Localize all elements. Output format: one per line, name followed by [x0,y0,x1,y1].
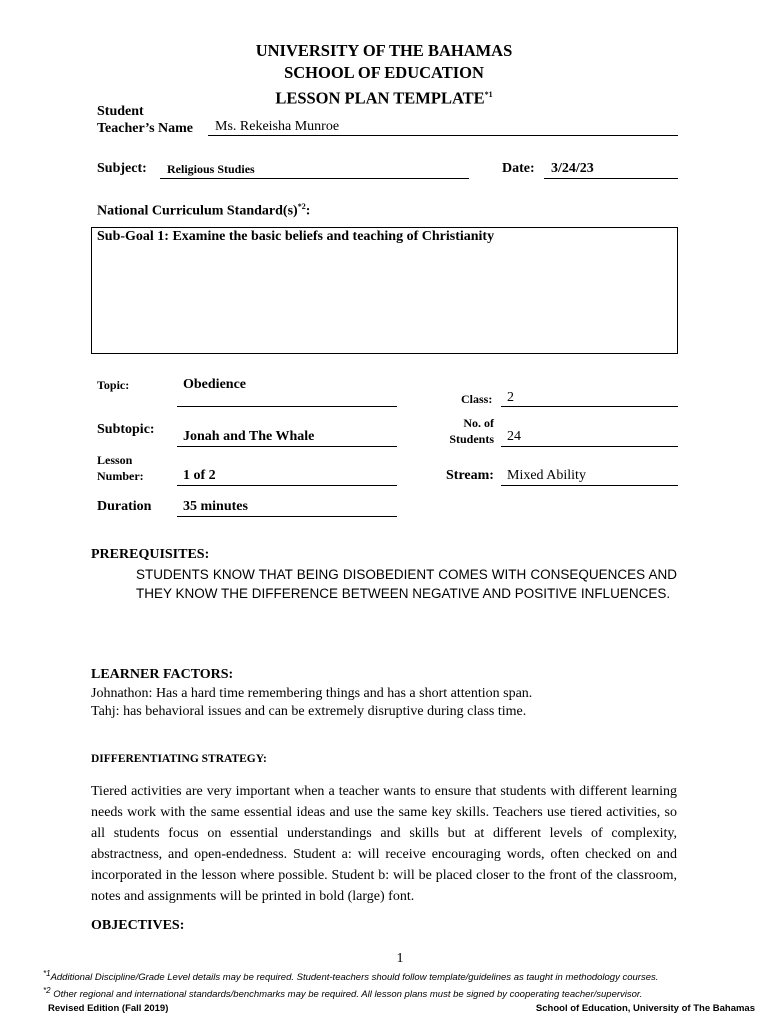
lesson-number-value[interactable]: 1 of 2 [183,468,216,483]
footnote-2 [43,986,642,1000]
prerequisites-heading: PREREQUISITES: [91,547,210,562]
class-label: Class: [461,392,493,406]
learner-factor-2: Tahj: has behavioral issues and can be extremely disruptive during class time. [91,704,527,719]
standard-label [97,202,310,220]
student-name-underline [208,135,678,136]
lesson-label-line1: Lesson [97,453,133,467]
stream-label: Stream: [446,468,494,483]
subject-underline [160,178,469,179]
footnote-1-text: Additional Discipline/Grade Level details may be required. Student-teachers should follow template/guidelines as taught in methodology courses. [50,972,659,984]
page-number: 1 [396,951,404,966]
header-school: SCHOOL OF EDUCATION [284,63,484,82]
date-label: Date: [502,161,535,176]
date-value[interactable]: 3/24/23 [551,161,594,176]
subtopic-underline [177,446,397,447]
subject-label: Subject: [97,161,147,176]
class-value[interactable]: 2 [507,390,514,405]
template-title-text: LESSON PLAN TEMPLATE [275,88,485,108]
duration-underline [177,516,397,517]
footnote-1-mark: *1 [43,969,51,978]
duration-label: Duration [97,499,152,514]
student-label-line2: Teacher’s Name [97,121,194,136]
objectives-heading: OBJECTIVES: [91,918,185,933]
student-teacher-name[interactable]: Ms. Rekeisha Munroe [215,119,340,134]
standard-label-text: National Curriculum Standard(s) [97,203,298,219]
footnote-1 [43,969,658,983]
differentiating-text: Tiered activities are very important when a teacher wants to ensure that students with different learning needs work with the same essential ideas and use the same key skills. Teachers use tiered activities, so all students focus on essential understandings and skills but at different levels of complexity, abstractness, and open-endedness. Student a: will receive encouraging words, often checked on and incorporated in the lesson where possible. Student b: will be placed closer to the front of the classroom, notes and assignments will be printed in bold (large) font. [91,784,677,904]
learner-factors-heading: LEARNER FACTORS: [91,667,234,682]
footnote-mark-1: *1 [484,90,493,99]
stream-value[interactable]: Mixed Ability [507,468,586,483]
standard-box[interactable] [91,227,678,354]
students-label-line1: No. of [463,416,494,430]
topic-value[interactable]: Obedience [183,377,246,392]
footer-edition: Revised Edition (Fall 2019) [48,1003,169,1014]
students-underline [501,446,678,447]
standard-text: Sub-Goal 1: Examine the basic beliefs and teaching of Christianity [97,229,495,244]
standard-label-colon: : [305,203,311,219]
footnote-2-text: Other regional and international standards/benchmarks may be required. All lesson plans must be signed by cooperating teacher/supervisor. [50,989,643,1001]
students-label [446,415,494,447]
footnote-2-mark: *2 [43,986,51,995]
lesson-number-label [97,452,144,484]
subtopic-label: Subtopic: [97,422,155,437]
subtopic-value[interactable]: Jonah and The Whale [183,429,315,444]
lesson-label-line2: Number: [97,469,144,483]
duration-value[interactable]: 35 minutes [183,499,248,514]
stream-underline [501,485,678,486]
students-label-line2: Students [449,432,494,446]
header-university: UNIVERSITY OF THE BAHAMAS [255,41,513,60]
footer-school: School of Education, University of The Bahamas [535,1003,755,1014]
class-underline [501,406,678,407]
topic-underline [177,406,397,407]
subject-value[interactable]: Religious Studies [167,162,255,176]
topic-label: Topic: [97,378,130,392]
lesson-number-underline [177,485,397,486]
date-underline [544,178,678,179]
prerequisites-text: STUDENTS KNOW THAT BEING DISOBEDIENT COMES WITH CONSEQUENCES AND THEY KNOW THE DIFFERENCE BETWEEN NEGATIVE AND POSITIVE INFLUENCES. [136,567,677,601]
student-teacher-label [97,103,193,137]
learner-factor-1: Johnathon: Has a hard time remembering things and has a short attention span. [91,686,533,701]
students-value[interactable]: 24 [507,429,521,444]
student-label-line1: Student [97,104,144,119]
footnote-mark-2: *2 [297,202,306,211]
differentiating-heading: DIFFERENTIATING STRATEGY: [91,753,267,765]
